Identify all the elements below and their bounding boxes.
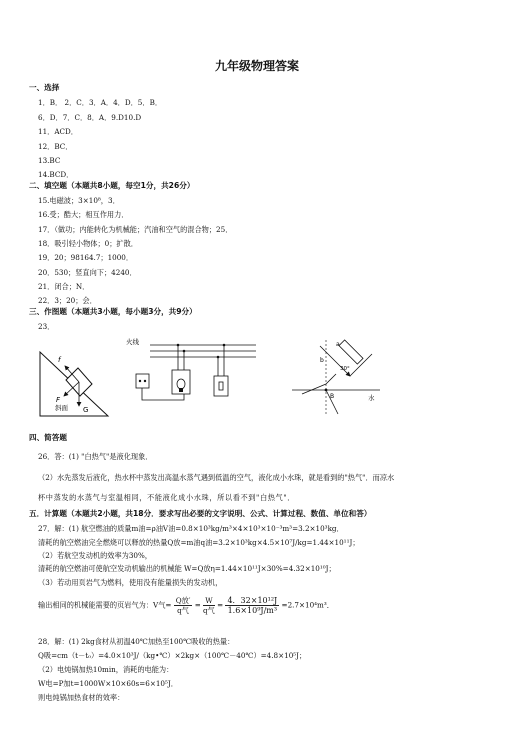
answer-line: 1．B． 2．C．3．A．4．D．5．B． — [38, 98, 163, 107]
fraction-denominator: q气 — [203, 606, 215, 615]
live-wire-label: 火线 — [126, 338, 139, 346]
section-heading: 一、选择 — [29, 83, 60, 92]
answer-line: 14.BCD． — [38, 170, 74, 179]
label-B: B — [330, 393, 335, 400]
fraction-numerator: 4．32×10¹²J — [227, 596, 278, 605]
equals: = — [217, 600, 224, 610]
answer-line: 27．解：(1) 航空燃油的质量m油=ρ油V油=0.8×10³kg/m³×4×10³×10⁻³m³=3.2×10³kg． — [38, 524, 344, 533]
label-f: f — [58, 356, 61, 364]
label-G: G — [83, 406, 89, 414]
answer-line: 16.受；酷大；相互作用力． — [38, 210, 129, 219]
circuit-diagram — [126, 336, 258, 410]
label-b: b — [320, 357, 324, 364]
label-incline: 斜面 — [55, 404, 68, 412]
answer-line: （3）若动用页岩气为燃料，使用没有能量损失的发动机， — [38, 578, 223, 587]
fraction-numerator: W — [203, 596, 215, 606]
result: =2.7×10⁴m³． — [281, 600, 334, 610]
answer-line: 26．答：(1) "白热气"是液化现象． — [38, 452, 153, 461]
answer-line: W电=P加t=1000W×10×60s=6×10⁵J． — [38, 679, 178, 688]
answer-line: 13.BC — [38, 156, 61, 165]
answer-line: 17．（做功；内能转化为机械能；汽油和空气的混合物；25． — [38, 225, 233, 234]
answer-line: 15.电磁波；3×10⁸，3． — [38, 196, 120, 205]
fraction-numerator: Q放′ — [175, 596, 191, 605]
answer-line: 19．20；98164.7；1000． — [38, 253, 134, 262]
label-F: F — [56, 396, 61, 404]
fraction — [174, 596, 193, 615]
angle-label: 30° — [340, 366, 350, 372]
section-heading: 三、作图题（本题共3小题，每小题3分，共9分） — [29, 307, 197, 316]
section-heading: 四、简答题 — [29, 433, 67, 442]
question-number: 23． — [38, 322, 55, 331]
fraction-denominator: 1.6×10⁹J/m³ — [227, 606, 278, 615]
page-title: 九年级物理答案 — [215, 59, 300, 73]
answer-line: 杯中蒸发的水蒸气与室温相同，不能液化成小水珠，所以看不到"白热气"． — [38, 493, 296, 502]
formula-line — [38, 596, 334, 615]
answer-line: Q吸=cm（t－t₀）=4.0×10³J/（kg•℃）×2kg×（100℃－40℃）=4.8×10⁵J； — [38, 651, 307, 660]
equals: = — [194, 600, 201, 610]
answer-line: 6．D．7．C．8．A．9.D10.D — [38, 113, 142, 122]
section-heading: 二、填空题（本题共8小题，每空1分，共26分） — [29, 181, 195, 190]
answer-line: 12．BC． — [38, 142, 73, 151]
answer-line: 28．解：(1) 2kg食材从初温40℃加热至100℃吸收的热量： — [38, 637, 235, 646]
fraction — [203, 596, 215, 615]
answer-line: 21．闭合；N． — [38, 282, 90, 291]
answer-line: 清耗的航空燃油可使航空发动机输出的机械能 W=Q放η=1.44×10¹¹J×30%=4.32×10¹⁰J； — [38, 564, 336, 573]
answer-line: 18．吸引轻小物体；0；扩散． — [38, 239, 138, 248]
incline-force-diagram — [38, 338, 110, 420]
formula-prefix: 输出相同的机械能需要的页岩气为：V气= — [38, 600, 172, 610]
answer-line: （2）水先蒸发后液化，热水杯中蒸发出高温水蒸气遇到低温的空气，液化成小水珠，就是看到的"热气"．而凉水 — [38, 473, 395, 482]
label-a: a — [336, 341, 340, 348]
section-heading: 五．计算题（本题共2小题，共18分．要求写出必要的文字说明、公式、计算过程、数值、单位和答） — [29, 509, 372, 518]
answer-line: 清耗的航空燃油完全燃烧可以释放的热量Q放=m油q油=3.2×10³kg×4.5×10⁷J/kg=1.44×10¹¹J； — [38, 538, 360, 547]
fraction — [225, 596, 279, 615]
fraction-denominator: q气 — [177, 606, 189, 615]
refraction-diagram — [292, 336, 382, 418]
water-label: 水 — [368, 394, 375, 402]
answer-line: （2）若航空发动机的效率为30%， — [38, 551, 152, 560]
answer-line: 20．530；竖直向下；4240． — [38, 268, 137, 277]
answer-line: 11．ACD． — [38, 127, 78, 136]
answer-line: 则电炖锅加热食材的效率： — [38, 693, 125, 702]
answer-line: （2）电炖锅加热10min，消耗的电能为： — [38, 665, 174, 674]
answer-line: 22．3；20；会． — [38, 296, 97, 305]
